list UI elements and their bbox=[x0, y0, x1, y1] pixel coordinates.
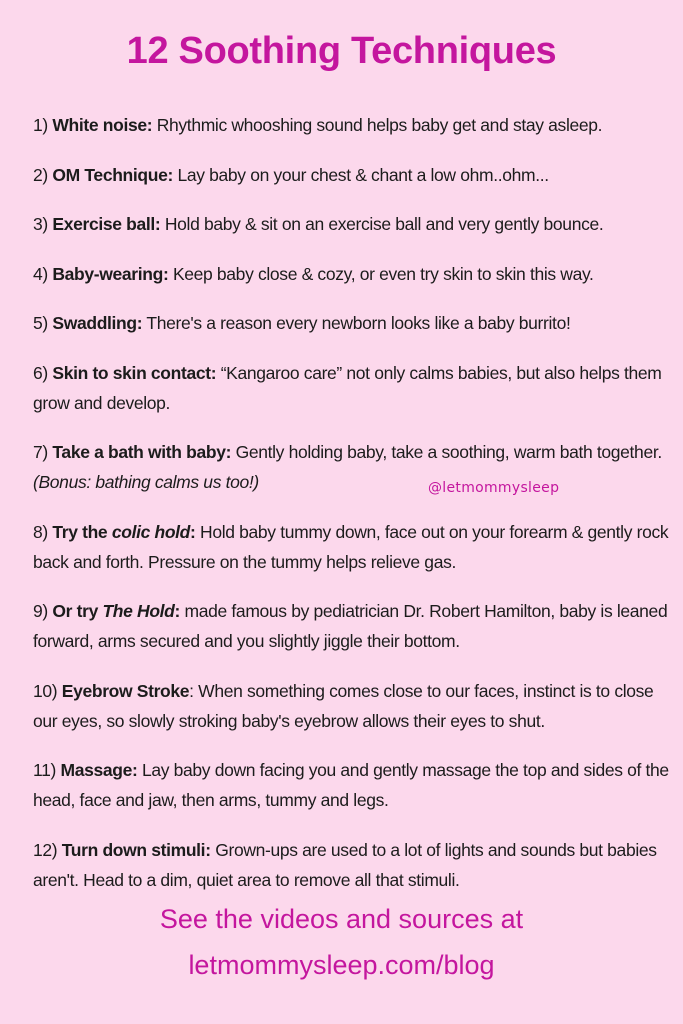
item-label-pre: Try the bbox=[52, 521, 108, 542]
item-label-post: : bbox=[190, 521, 196, 542]
item-text: When something comes close to our faces, instinct is to close our eyes, so slowly stroking baby's eyebrow allows their eyes to shut. bbox=[33, 680, 654, 731]
item-text: Gently holding baby, take a soothing, warm bath together. bbox=[235, 442, 662, 462]
item-number: 4) bbox=[33, 263, 48, 284]
item-number: 9) bbox=[33, 601, 48, 621]
item-number: 2) bbox=[33, 164, 48, 185]
list-item bbox=[33, 160, 673, 190]
item-number: 3) bbox=[33, 214, 48, 234]
item-label: Baby-wearing: bbox=[52, 263, 169, 284]
item-text: Hold baby tummy down, face out on your forearm & gently rock back and forth. Pressure on the tummy helps relieve gas. bbox=[33, 521, 669, 572]
item-number: 12) bbox=[33, 839, 58, 860]
item-text: “Kangaroo care” not only calms babies, but also helps them grow and develop. bbox=[33, 362, 662, 413]
item-label: OM Technique: bbox=[52, 164, 173, 185]
item-text: made famous by pediatrician Dr. Robert Hamilton, baby is leaned forward, arms secured and you slightly jiggle their bottom. bbox=[33, 601, 668, 651]
item-text: Hold baby & sit on an exercise ball and very gently bounce. bbox=[164, 214, 604, 234]
list-item bbox=[33, 209, 673, 239]
item-label-pre: Or try bbox=[52, 601, 98, 621]
list-item bbox=[33, 517, 673, 577]
item-number: 8) bbox=[33, 521, 48, 542]
item-label: Exercise ball: bbox=[52, 214, 161, 234]
list-item bbox=[33, 596, 673, 656]
item-label-post: : bbox=[174, 601, 181, 621]
item-text: Keep baby close & cozy, or even try skin to skin this way. bbox=[172, 263, 594, 284]
techniques-list bbox=[33, 110, 673, 914]
item-label: Swaddling: bbox=[52, 313, 143, 333]
item-label: Eyebrow Stroke bbox=[61, 680, 190, 701]
item-label: White noise: bbox=[52, 115, 153, 135]
social-handle: @letmommysleep bbox=[428, 480, 560, 496]
item-number: 6) bbox=[33, 362, 48, 383]
list-item bbox=[33, 110, 673, 140]
item-label bbox=[52, 601, 180, 621]
item-label: Turn down stimuli: bbox=[61, 839, 211, 860]
item-number: 5) bbox=[33, 313, 48, 333]
item-text: Lay baby down facing you and gently massage the top and sides of the head, face and jaw, then arms, tummy and legs. bbox=[33, 760, 669, 810]
item-label: Massage: bbox=[60, 760, 138, 780]
item-label-italic: colic hold bbox=[111, 521, 191, 542]
item-number: 1) bbox=[33, 115, 48, 135]
item-text: There's a reason every newborn looks like a baby burrito! bbox=[146, 313, 571, 333]
list-item bbox=[33, 259, 673, 289]
page-title: 12 Soothing Techniques bbox=[126, 30, 557, 72]
list-item bbox=[33, 755, 673, 815]
item-label-italic: The Hold bbox=[102, 601, 175, 621]
item-number: 11) bbox=[33, 760, 56, 780]
footer-line-1: See the videos and sources at bbox=[159, 904, 524, 934]
item-label: Take a bath with baby: bbox=[52, 442, 232, 462]
item-text: Lay baby on your chest & chant a low ohm..ohm... bbox=[177, 164, 549, 185]
list-item bbox=[33, 358, 673, 418]
item-number: 10) bbox=[33, 680, 58, 701]
list-item bbox=[33, 835, 673, 895]
item-label-colon: : bbox=[189, 680, 194, 701]
item-label: Skin to skin contact: bbox=[52, 362, 217, 383]
item-text: Rhythmic whooshing sound helps baby get and stay asleep. bbox=[156, 115, 603, 135]
footer-link[interactable]: letmommysleep.com/blog bbox=[188, 950, 495, 980]
list-item bbox=[33, 676, 673, 736]
list-item bbox=[33, 437, 673, 497]
item-bonus-note: (Bonus: bathing calms us too!) bbox=[33, 472, 259, 492]
item-text: Grown-ups are used to a lot of lights and sounds but babies aren't. Head to a dim, quiet area to remove all that stimuli. bbox=[33, 839, 657, 890]
list-item bbox=[33, 308, 673, 338]
item-label bbox=[52, 522, 195, 542]
item-number: 7) bbox=[33, 442, 48, 462]
